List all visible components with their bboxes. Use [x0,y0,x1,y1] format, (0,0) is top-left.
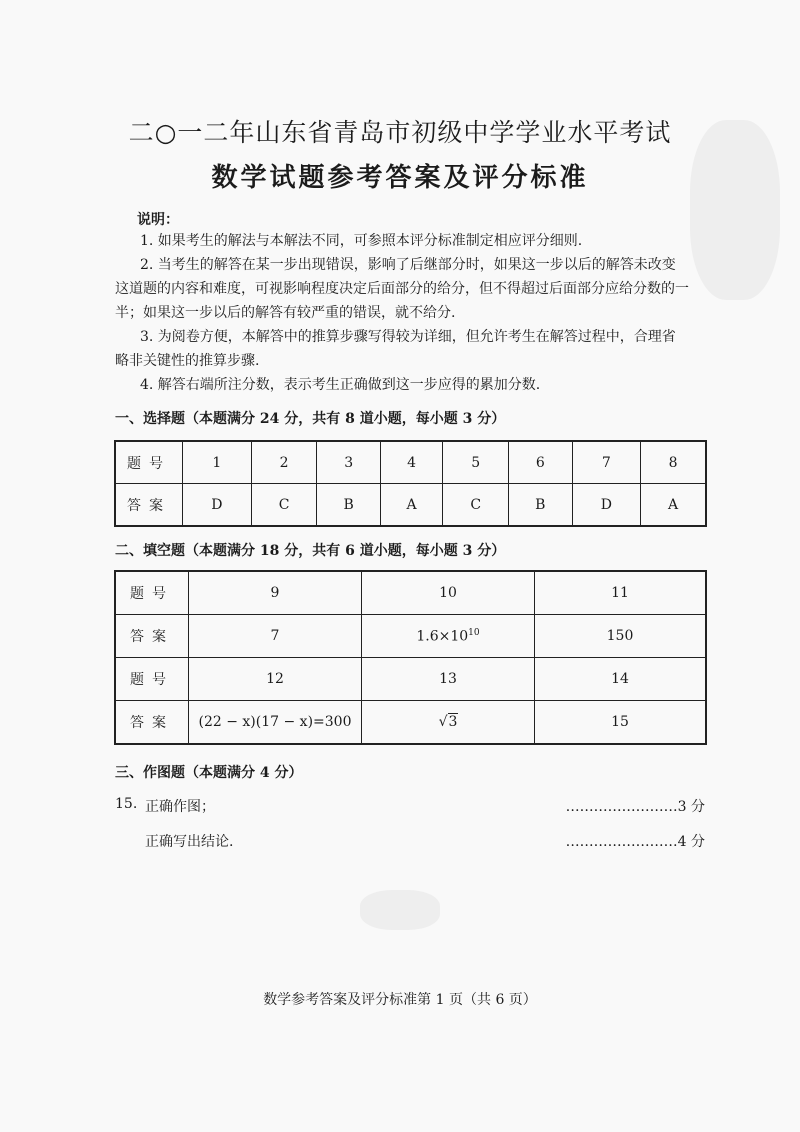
question-number: 10 [362,571,535,615]
page-footer: 数学参考答案及评分标准第 1 页（共 6 页） [263,992,537,1008]
note-line: 半；如果这一步以后的解答有较严重的错误，就不给分. [115,305,456,321]
score-value: 4 分 [677,834,705,850]
table-row [115,658,706,701]
scoring-step: 正确作图； [145,799,215,815]
answer-cell: C [443,484,509,527]
answer-label: 答案 [115,701,189,745]
note-line: 略非关键性的推算步骤. [115,353,260,369]
notes-block [115,229,715,397]
question-number: 2 [251,441,317,484]
dot-leader: …………………… [565,799,678,815]
table-row [115,484,706,527]
answer-label: 答案 [115,484,183,527]
question-number: 15. [115,796,138,812]
table-row [115,441,706,484]
notes-label: 说明： [137,212,179,228]
question-number: 8 [641,441,706,484]
table-row [115,701,706,745]
answer-cell: B [317,484,380,527]
radicand: 3 [448,714,458,730]
note-line: 1. 如果考生的解法与本解法不同，可参照本评分标准制定相应评分细则. [140,233,583,249]
question-number: 7 [572,441,641,484]
answer-cell: 15 [535,701,707,745]
question-number: 5 [443,441,509,484]
table-row [115,615,706,658]
answer-cell: C [251,484,317,527]
note-line: 这道题的内容和难度，可视影响程度决定后面部分的给分，但不得超过后面部分应给分数的一 [115,281,689,297]
table-row [115,571,706,615]
question-number-label: 题号 [115,571,189,615]
answer-cell: A [641,484,706,527]
question-number-label: 题号 [115,658,189,701]
answer-cell [362,701,535,745]
answer-cell: (22 − x)(17 − x)=300 [189,701,362,745]
radical-sign-icon: √ [438,714,448,730]
question-number: 11 [535,571,707,615]
question-number: 12 [189,658,362,701]
note-line: 3. 为阅卷方便，本解答中的推算步骤写得较为详细，但允许考生在解答过程中，合理省 [140,329,676,345]
score-leader [555,796,705,816]
document-subtitle: 数学试题参考答案及评分标准 [211,163,589,193]
question-number: 13 [362,658,535,701]
scoring-step: 正确写出结论. [145,834,234,850]
score-leader [555,831,705,851]
section3-heading: 三、作图题（本题满分 4 分） [115,765,303,781]
answer-cell: D [572,484,641,527]
multiple-choice-answer-table [114,440,707,527]
answer-cell: A [380,484,442,527]
question-number: 14 [535,658,707,701]
answer-cell: 7 [189,615,362,658]
answer-cell: 150 [535,615,707,658]
scientific-notation-base: 1.6×10 [416,628,469,645]
scientific-notation-exponent: 10 [468,627,480,638]
fill-in-answer-table [114,570,707,745]
question-number-label: 题号 [115,441,183,484]
question-number: 3 [317,441,380,484]
answer-cell: D [183,484,252,527]
scan-smudge [360,890,440,930]
question-number: 6 [509,441,572,484]
note-line: 2. 当考生的解答在某一步出现错误，影响了后继部分时，如果这一步以后的解答未改变 [140,257,676,273]
document-title: 二○一二年山东省青岛市初级中学学业水平考试 [128,118,672,147]
question-number: 1 [183,441,252,484]
score-value: 3 分 [677,799,705,815]
answer-cell [362,615,535,658]
section1-heading: 一、选择题（本题满分 24 分，共有 8 道小题，每小题 3 分） [115,411,506,427]
question-number: 4 [380,441,442,484]
section2-heading: 二、填空题（本题满分 18 分，共有 6 道小题，每小题 3 分） [115,543,506,559]
answer-cell: B [509,484,572,527]
dot-leader: …………………… [565,834,678,850]
question-number: 9 [189,571,362,615]
note-line: 4. 解答右端所注分数，表示考生正确做到这一步应得的累加分数. [140,377,541,393]
answer-label: 答案 [115,615,189,658]
square-root [438,714,459,730]
